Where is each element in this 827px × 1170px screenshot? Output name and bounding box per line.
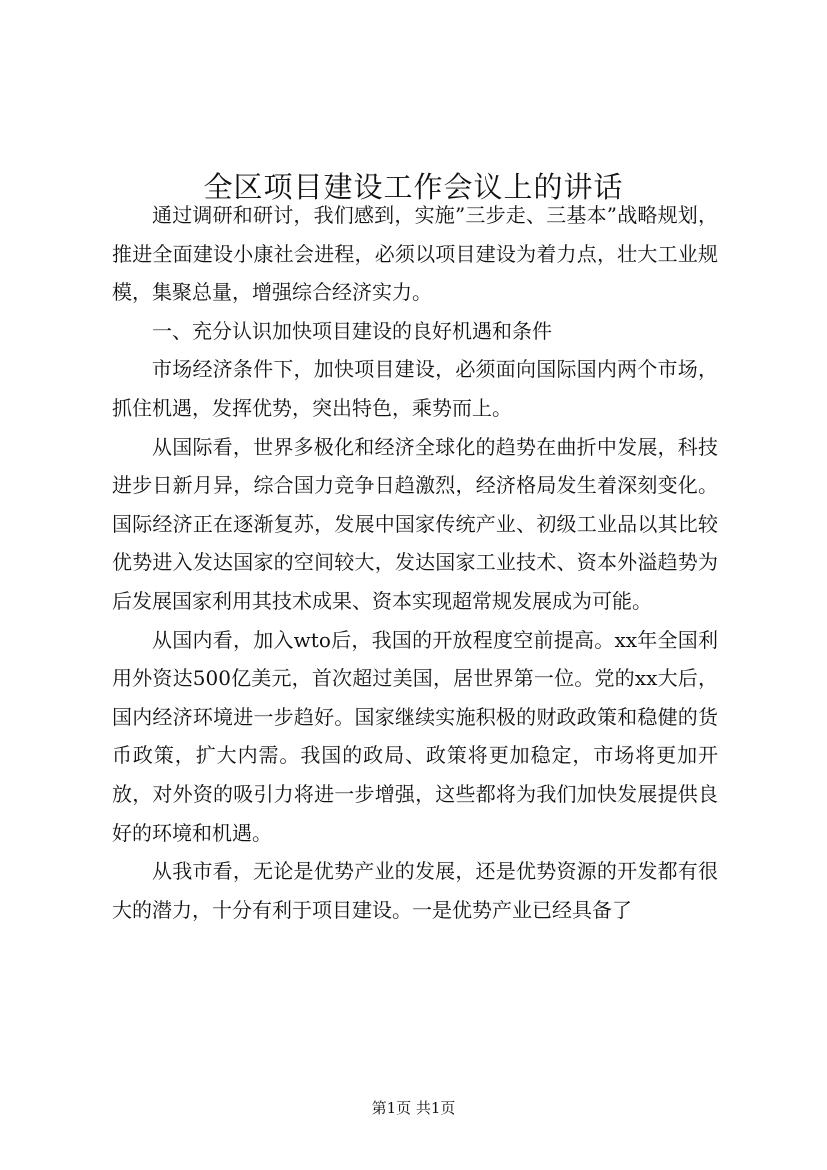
paragraph: 市场经济条件下，加快项目建设，必须面向国际国内两个市场，抓住机遇，发挥优势，突出特色，乘势而上。 — [112, 357, 718, 420]
page-footer: 第1页 共1页 — [371, 1099, 456, 1117]
paragraph: 从国内看，加入wto后，我国的开放程度空前提高。xx年全国利用外资达500亿美元，首次超过美国，居世界第一位。党的xx大后，国内经济环境进一步趋好。国家继续实施积极的财政政策和稳健的货币政策，扩大内需。我国的政局、政策将更加稳定，市场将更加开放，对外资的吸引力将进一步增强，这些都将为我们加快发展提供良好的环境和机遇。 — [112, 627, 718, 845]
paragraph: 通过调研和研讨，我们感到，实施”三步走、三基本”战略规划，推进全面建设小康社会进程，必须以项目建设为着力点，壮大工业规模，集聚总量，增强综合经济实力。 — [112, 203, 718, 305]
document-body — [112, 196, 718, 929]
section-heading: 一、充分认识加快项目建设的良好机遇和条件 — [152, 318, 552, 343]
paragraph: 从国际看，世界多极化和经济全球化的趋势在曲折中发展，科技进步日新月异，综合国力竞争日趋激烈，经济格局发生着深刻变化。国际经济正在逐渐复苏，发展中国家传统产业、初级工业品以其比较优势进入发达国家的空间较大，发达国家工业技术、资本外溢趋势为后发展国家利用其技术成果、资本实现超常规发展成为可能。 — [112, 434, 718, 613]
paragraph: 从我市看，无论是优势产业的发展，还是优势资源的开发都有很大的潜力，十分有利于项目建设。一是优势产业已经具备了 — [112, 859, 718, 922]
document-title: 全区项目建设工作会议上的讲话 — [203, 170, 624, 205]
